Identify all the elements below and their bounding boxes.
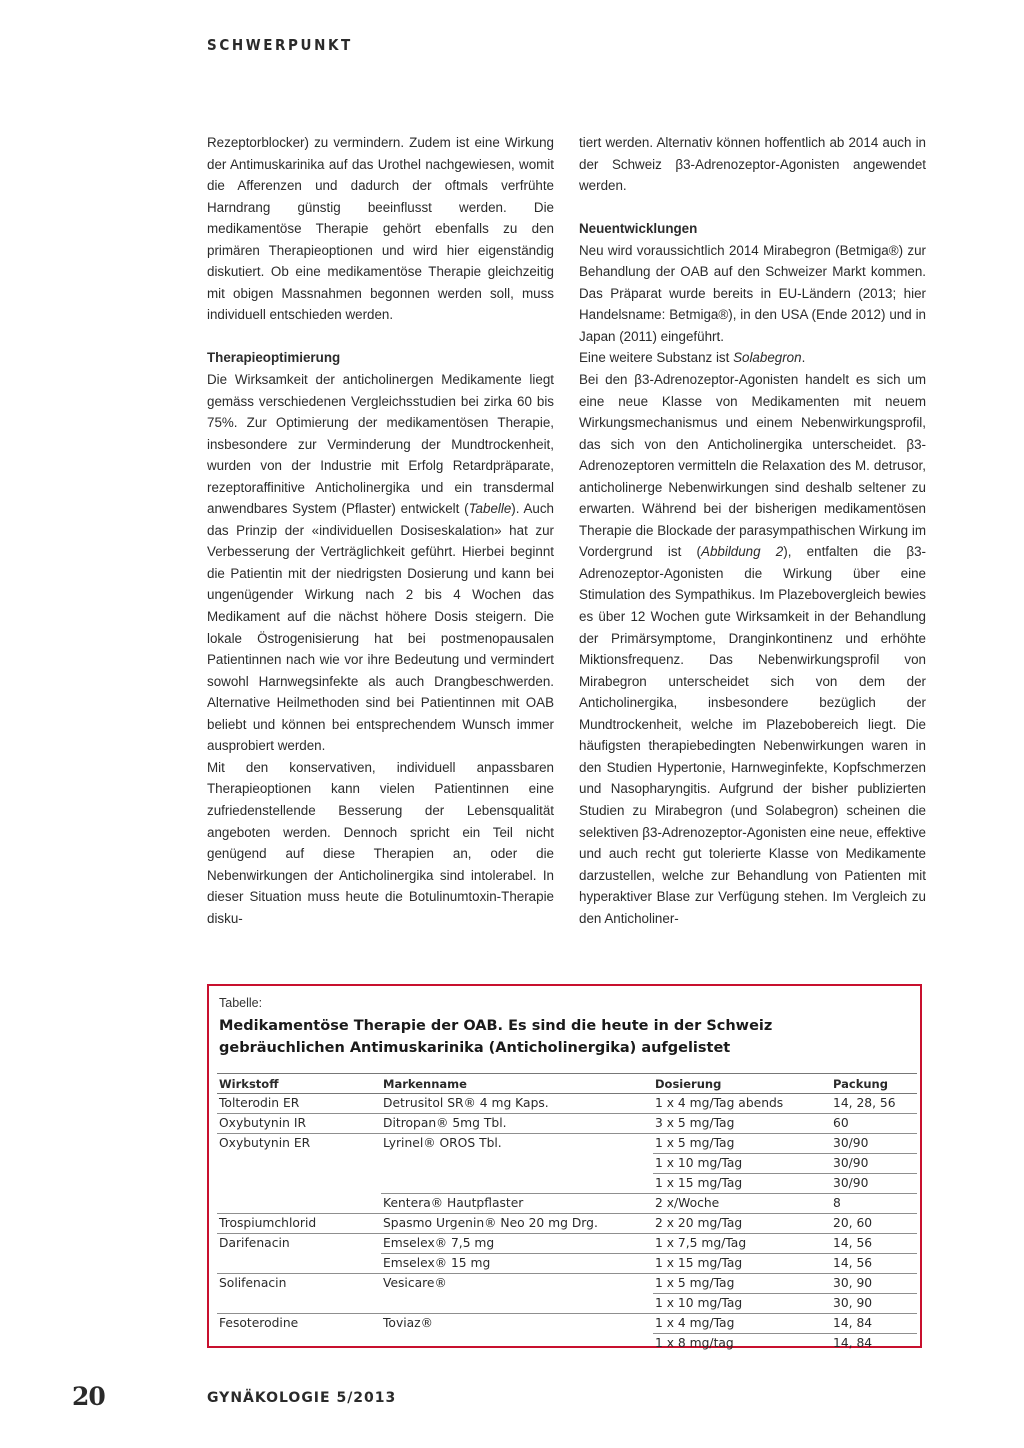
table-cell: Oxybutynin ER [219,1136,311,1150]
table-row [217,1334,917,1354]
table-cell: 14, 56 [831,1234,917,1254]
table-cell: Spasmo Urgenin® Neo 20 mg Drg. [381,1214,653,1234]
table-row [217,1174,917,1194]
table-cell: 1 x 5 mg/Tag [653,1134,831,1154]
table-cell: Kentera® Hautpflaster [381,1194,653,1214]
table-row [217,1194,917,1214]
paragraph: tiert werden. Alternativ können hoffentlich ab 2014 auch in der Schweiz β3-Adrenozeptor-Agonisten angewendet werden. [579,135,926,194]
table-row [217,1234,917,1254]
drug-table [217,1073,917,1353]
table-cell [217,1154,381,1174]
table-row [217,1294,917,1314]
table-cell: Ditropan® 5mg Tbl. [381,1114,653,1134]
journal-name: GYNÄKOLOGIE 5/2013 [207,1390,397,1406]
table-cell: Toviaz® [383,1316,433,1330]
table-label: Tabelle: [219,996,263,1010]
table-cell: 1 x 15 mg/Tag [653,1254,831,1274]
table-row [217,1114,917,1134]
page-number: 20 [72,1382,105,1411]
text-column-right [579,132,926,929]
table-cell [381,1294,653,1314]
subheading-neuentwicklungen: Neuentwicklungen [579,221,698,237]
table-cell: 1 x 7,5 mg/Tag [653,1234,831,1254]
table-cell: 2 x 20 mg/Tag [653,1214,831,1234]
table-cell: 30/90 [831,1174,917,1194]
table-cell: 3 x 5 mg/Tag [653,1114,831,1134]
table-cell: 60 [831,1114,917,1134]
table-cell: 1 x 15 mg/Tag [653,1174,831,1194]
paragraph: Rezeptorblocker) zu vermindern. Zudem ist eine Wirkung der Antimuskarinika auf das Urothel nachgewiesen, womit die Afferenzen und dadurch der oftmals verfrühte Harndrang günstig beeinflusst werden. Die medikamentöse Therapie gehört ebenfalls zu den primären Therapieoptionen und wird hier eigenständig diskutiert. Ob eine medikamentöse Therapie gleichzeitig mit obigen Massnahmen begonnen werden soll, muss individuell entschieden werden. [207,135,554,323]
table-cell: 14, 56 [831,1254,917,1274]
table-cell: Lyrinel® OROS Tbl. [383,1136,502,1150]
table-cell: Emselex® 7,5 mg [381,1234,653,1254]
table-cell: 20, 60 [831,1214,917,1234]
subheading-therapieoptimierung: Therapieoptimierung [207,350,341,366]
figure-reference: Abbildung 2 [701,544,784,560]
table-cell [217,1294,381,1314]
table-title: Medikamentöse Therapie der OAB. Es sind die heute in der Schweiz gebräuchlichen Antimuskarinika (Anticholinergika) aufgelistet [219,1018,773,1056]
table-cell: Trospiumchlorid [217,1214,381,1234]
table-cell: 1 x 4 mg/Tag abends [653,1094,831,1114]
table-row [217,1254,917,1274]
table-cell: 8 [831,1194,917,1214]
table-cell: 14, 28, 56 [831,1094,917,1114]
table-cell [381,1174,653,1194]
table-cell [217,1334,381,1354]
table-cell: 2 x/Woche [653,1194,831,1214]
table-row [217,1214,917,1234]
table-cell [217,1254,381,1274]
table-cell: 30, 90 [831,1274,917,1294]
column-header: Wirkstoff [217,1074,381,1094]
table-cell [217,1174,381,1194]
section-header: SCHWERPUNKT [207,36,353,54]
table-cell: Tolterodin ER [217,1094,381,1114]
paragraph: Mit den konservativen, individuell anpassbaren Therapieoptionen kann vielen Patientinnen eine zufriedenstellende Besserung der Lebensqualität angeboten werden. Dennoch spricht ein Teil nicht genügend auf diese Therapien an, oder die Nebenwirkungen der Anticholinergika sind intolerabel. In dieser Situation muss heute die Botulinumtoxin-Therapie disku- [207,759,554,926]
paragraph: Bei den β3-Adrenozeptor-Agonisten handelt es sich um eine neue Klasse von Medikamenten mit neuem Wirkungsmechanismus und einem Nebenwirkungsprofil, das sich von den Anticholinergika unterscheidet. β3-Adrenozeptoren vermitteln die Relaxation des M. detrusor, anticholinerge Nebenwirkungen sind deshalb seltener zu erwarten. Während bei der bisherigen medikamentösen Therapie die Blockade der parasympathischen Wirkung im Vordergrund ist (Abbildung 2), entfalten die β3-Adrenozeptor-Agonisten die Wirkung über eine Stimulation des Sympathikus. Im Plazebovergleich bewies es über 12 Wochen gute Wirksamkeit in der Behandlung der Primärsymptome, Dranginkontinenz und erhöhte Miktionsfrequenz. Das Nebenwirkungsprofil von Mirabegron unterscheidet sich von dem der Anticholinergika, insbesondere bezüglich der Mundtrockenheit, welche im Plazebobereich liegt. Die häufigsten therapiebedingten Nebenwirkungen waren in den Studien Hypertonie, Harnweginfekte, Kopfschmerzen und Nasopharyngitis. Aufgrund der bisher publizierten Studien zu Mirabegron (und Solabegron) scheinen die selektiven β3-Adrenozeptor-Agonisten eine neue, effektive und auch recht gut tolerierte Klasse von Medikamente darzustellen, welche zur Behandlung von Patienten mit hyperaktiver Blase zur Verfügung stehen. Im Vergleich zu den Anticholiner- [579,372,926,926]
paragraph: Die Wirksamkeit der anticholinergen Medikamente liegt gemäss verschiedenen Vergleichsstudien bei zirka 60 bis 75%. Zur Optimierung der medikamentösen Therapie, insbesondere zur Verminderung der Mundtrockenheit, wurden von der Industrie mit Erfolg Retardpräparate, rezeptoraffinitive Anticholinergika und ein transdermal anwendbares System (Pflaster) entwickelt (Tabelle). Auch das Prinzip der «individuellen Dosiseskalation» hat zur Verbesserung der Verträglichkeit geführt. Hierbei beginnt die Patientin mit der niedrigsten Dosierung und kann bei ungenügender Wirkung nach 2 bis 4 Wochen das Medikament auf die nächst höhere Dosis steigern. Die lokale Östrogenisierung hat bei postmenopausalen Patientinnen nach wie vor ihre Bedeutung und vermindert sowohl Harnwegsinfekte als auch Drangbeschwerden. Alternative Heilmethoden sind bei Patientinnen mit OAB beliebt und können bei entsprechendem Wunsch immer ausprobiert werden. [207,372,555,754]
table-cell: Detrusitol SR® 4 mg Kaps. [381,1094,653,1114]
column-header: Packung [831,1074,917,1094]
table-cell: Solifenacin [219,1276,287,1290]
table-cell: Darifenacin [219,1236,290,1250]
table-cell [217,1194,381,1214]
table-cell: 1 x 5 mg/Tag [653,1274,831,1294]
text-column-left [207,132,554,929]
table-cell: Oxybutynin IR [217,1114,381,1134]
table-cell: 30, 90 [831,1294,917,1314]
table-cell: 14, 84 [831,1314,917,1334]
table-row [217,1134,917,1154]
table-cell: 1 x 8 mg/tag [655,1336,734,1350]
table-row [217,1154,917,1174]
substance-name: Solabegron [733,350,802,366]
table-cell [381,1154,653,1174]
column-header: Markenname [381,1074,653,1094]
table-cell: 30/90 [831,1154,917,1174]
table-row [217,1314,917,1334]
table-row [217,1094,917,1114]
table-cell [381,1334,653,1354]
table-cell: 14, 84 [833,1336,873,1350]
table-reference: Tabelle [468,501,512,517]
column-header: Dosierung [653,1074,831,1094]
table-cell: 1 x 10 mg/Tag [653,1294,831,1314]
paragraph: Eine weitere Substanz ist Solabegron. [579,350,806,366]
table-cell: 1 x 10 mg/Tag [653,1154,831,1174]
table-cell: Fesoterodine [219,1316,299,1330]
table-box [207,984,922,1348]
table-header-row [217,1074,917,1094]
table-cell: Emselex® 15 mg [381,1254,653,1274]
table-cell: Vesicare® [383,1276,447,1290]
table-cell: 1 x 4 mg/Tag [653,1314,831,1334]
table-row [217,1274,917,1294]
paragraph: Neu wird voraussichtlich 2014 Mirabegron (Betmiga®) zur Behandlung der OAB auf den Schweizer Markt kommen. Das Präparat wurde bereits in EU-Ländern (2013; hier Handelsname: Betmiga®), in den USA (Ende 2012) und in Japan (2011) eingeführt. [579,242,926,344]
table-cell: 30/90 [831,1134,917,1154]
